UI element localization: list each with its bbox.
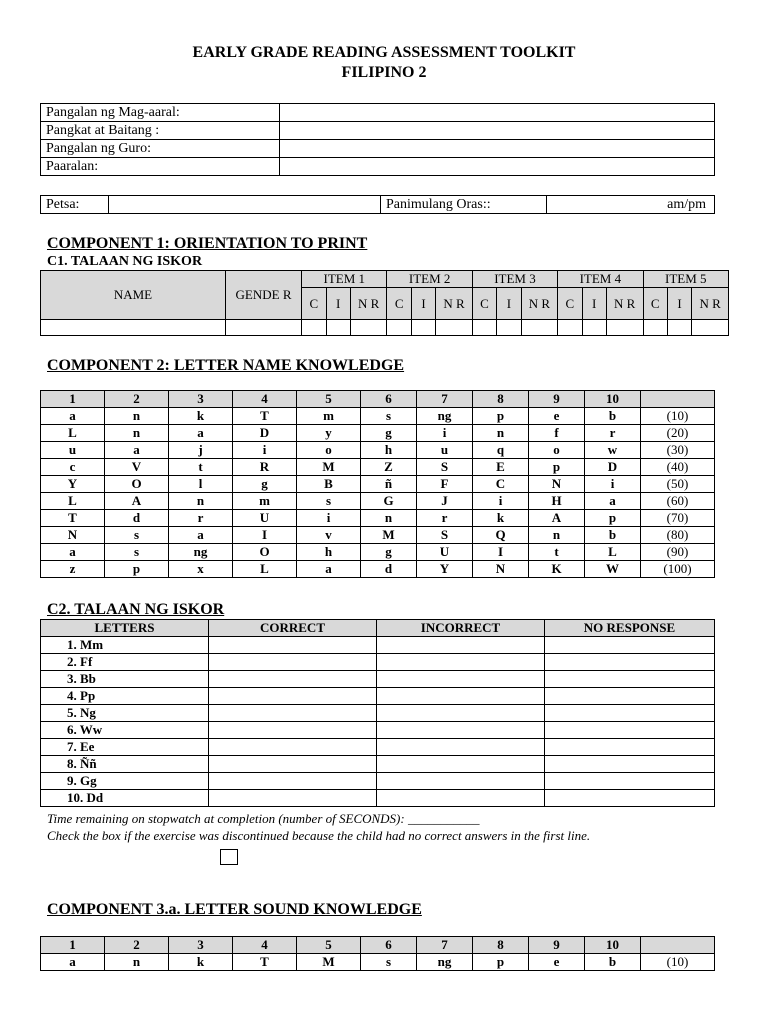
letter-cell[interactable]: A bbox=[105, 493, 169, 510]
letter-cell[interactable]: a bbox=[41, 954, 105, 971]
component1-title: COMPONENT 1: ORIENTATION TO PRINT bbox=[47, 235, 368, 252]
letter-cell[interactable]: t bbox=[529, 544, 585, 561]
letter-cell[interactable]: s bbox=[105, 527, 169, 544]
letter-pair-label: 1. Mm bbox=[41, 637, 209, 654]
student-info-field[interactable] bbox=[280, 122, 715, 140]
item-header: ITEM 5 bbox=[643, 271, 729, 288]
letter-cell[interactable]: T bbox=[41, 510, 105, 527]
grid-header-cell: 5 bbox=[297, 391, 361, 408]
score-cell[interactable] bbox=[387, 320, 411, 336]
gender-header: GENDE R bbox=[225, 271, 301, 320]
grid-header-cell: 3 bbox=[169, 391, 233, 408]
stopwatch-note: Time remaining on stopwatch at completion (number of SECONDS): ___________ bbox=[47, 811, 480, 826]
letter-cell[interactable]: a bbox=[169, 527, 233, 544]
item-subheader: C bbox=[302, 288, 326, 320]
letter-cell[interactable]: r bbox=[585, 425, 641, 442]
tally-cell[interactable] bbox=[545, 773, 715, 790]
letter-cell[interactable]: S bbox=[417, 459, 473, 476]
tally-cell[interactable] bbox=[377, 790, 545, 807]
grid-header-cell: 8 bbox=[473, 391, 529, 408]
c2-title: C2. TALAAN NG ISKOR bbox=[47, 601, 225, 618]
letter-cell[interactable]: s bbox=[297, 493, 361, 510]
component3a-title: COMPONENT 3.a. LETTER SOUND KNOWLEDGE bbox=[47, 901, 422, 918]
letter-cell[interactable]: Y bbox=[41, 476, 105, 493]
grid-header-cell: 4 bbox=[233, 391, 297, 408]
letter-cell[interactable]: B bbox=[297, 476, 361, 493]
letter-pair-label: 3. Bb bbox=[41, 671, 209, 688]
date-label: Petsa: bbox=[41, 196, 109, 214]
letter-cell[interactable]: d bbox=[105, 510, 169, 527]
letter-cell[interactable]: R bbox=[233, 459, 297, 476]
score-cell[interactable] bbox=[350, 320, 387, 336]
item-subheader: N R bbox=[436, 288, 473, 320]
c2-header-cell: CORRECT bbox=[209, 620, 377, 637]
grid-header-cell bbox=[641, 937, 715, 954]
letter-cell[interactable]: b bbox=[585, 408, 641, 425]
letter-name-grid bbox=[40, 390, 715, 578]
tally-cell[interactable] bbox=[209, 705, 377, 722]
score-cell[interactable] bbox=[436, 320, 473, 336]
c2-row bbox=[41, 773, 715, 790]
score-cell[interactable] bbox=[41, 320, 226, 336]
c2-header-cell: LETTERS bbox=[41, 620, 209, 637]
row-total: (70) bbox=[641, 510, 715, 527]
letter-cell[interactable]: O bbox=[233, 544, 297, 561]
tally-cell[interactable] bbox=[377, 688, 545, 705]
letter-cell[interactable]: y bbox=[297, 425, 361, 442]
letter-cell[interactable]: e bbox=[529, 954, 585, 971]
c2-header-cell: INCORRECT bbox=[377, 620, 545, 637]
grid-header-cell bbox=[641, 391, 715, 408]
letter-cell[interactable]: A bbox=[529, 510, 585, 527]
student-info-label: Pangalan ng Guro: bbox=[41, 140, 280, 158]
grid-row bbox=[41, 954, 715, 971]
letter-cell[interactable]: l bbox=[169, 476, 233, 493]
grid-row bbox=[41, 425, 715, 442]
letter-pair-label: 5. Ng bbox=[41, 705, 209, 722]
student-info-label: Pangkat at Baitang : bbox=[41, 122, 280, 140]
row-total: (30) bbox=[641, 442, 715, 459]
grid-header-row bbox=[41, 391, 715, 408]
grid-row bbox=[41, 561, 715, 578]
c2-row bbox=[41, 705, 715, 722]
letter-cell[interactable]: u bbox=[417, 442, 473, 459]
tally-cell[interactable] bbox=[377, 705, 545, 722]
letter-cell[interactable]: g bbox=[233, 476, 297, 493]
tally-cell[interactable] bbox=[209, 671, 377, 688]
letter-cell[interactable]: k bbox=[169, 408, 233, 425]
letter-cell[interactable]: n bbox=[473, 425, 529, 442]
letter-cell[interactable]: h bbox=[361, 442, 417, 459]
letter-cell[interactable]: w bbox=[585, 442, 641, 459]
grid-header-cell: 3 bbox=[169, 937, 233, 954]
letter-cell[interactable]: s bbox=[361, 408, 417, 425]
grid-row bbox=[41, 493, 715, 510]
grid-header-cell: 6 bbox=[361, 391, 417, 408]
letter-cell[interactable]: L bbox=[585, 544, 641, 561]
item-subheader: C bbox=[387, 288, 411, 320]
letter-cell[interactable]: L bbox=[41, 493, 105, 510]
grid-header-cell: 5 bbox=[297, 937, 361, 954]
row-total: (50) bbox=[641, 476, 715, 493]
discontinue-note: Check the box if the exercise was discontinued because the child had no correct answers in the first line. bbox=[47, 828, 591, 843]
tally-cell[interactable] bbox=[545, 688, 715, 705]
letter-cell[interactable]: n bbox=[361, 510, 417, 527]
item-header: ITEM 4 bbox=[558, 271, 643, 288]
tally-cell[interactable] bbox=[209, 756, 377, 773]
letter-cell[interactable]: Z bbox=[361, 459, 417, 476]
letter-cell[interactable]: z bbox=[41, 561, 105, 578]
letter-cell[interactable]: i bbox=[233, 442, 297, 459]
grid-header-cell: 4 bbox=[233, 937, 297, 954]
c2-row bbox=[41, 756, 715, 773]
grid-header-cell: 6 bbox=[361, 937, 417, 954]
row-total: (10) bbox=[641, 954, 715, 971]
score-cell[interactable] bbox=[667, 320, 691, 336]
tally-cell[interactable] bbox=[377, 654, 545, 671]
letter-cell[interactable]: p bbox=[105, 561, 169, 578]
item-header: ITEM 1 bbox=[302, 271, 387, 288]
tally-cell[interactable] bbox=[377, 773, 545, 790]
letter-sound-grid bbox=[40, 936, 715, 971]
grid-header-cell: 9 bbox=[529, 391, 585, 408]
document-title: EARLY GRADE READING ASSESSMENT TOOLKIT bbox=[192, 44, 576, 61]
letter-cell[interactable]: a bbox=[585, 493, 641, 510]
item-subheader: C bbox=[558, 288, 582, 320]
letter-cell[interactable]: I bbox=[473, 544, 529, 561]
item-subheader: I bbox=[582, 288, 606, 320]
letter-cell[interactable]: a bbox=[169, 425, 233, 442]
item-subheader: N R bbox=[692, 288, 729, 320]
letter-cell[interactable]: b bbox=[585, 954, 641, 971]
letter-cell[interactable]: g bbox=[361, 425, 417, 442]
letter-pair-label: 4. Pp bbox=[41, 688, 209, 705]
c2-row bbox=[41, 688, 715, 705]
tally-cell[interactable] bbox=[545, 739, 715, 756]
score-cell[interactable] bbox=[558, 320, 582, 336]
score-cell[interactable] bbox=[225, 320, 301, 336]
letter-cell[interactable]: s bbox=[105, 544, 169, 561]
letter-cell[interactable]: m bbox=[233, 493, 297, 510]
grid-header-cell: 9 bbox=[529, 937, 585, 954]
name-header: NAME bbox=[41, 271, 226, 320]
item-header: ITEM 2 bbox=[387, 271, 472, 288]
row-total: (10) bbox=[641, 408, 715, 425]
document-subtitle: FILIPINO 2 bbox=[341, 64, 427, 81]
tally-cell[interactable] bbox=[209, 637, 377, 654]
letter-cell[interactable]: a bbox=[41, 408, 105, 425]
letter-cell[interactable]: f bbox=[529, 425, 585, 442]
tally-cell[interactable] bbox=[545, 637, 715, 654]
letter-cell[interactable]: r bbox=[169, 510, 233, 527]
letter-cell[interactable]: ñ bbox=[361, 476, 417, 493]
tally-cell[interactable] bbox=[209, 790, 377, 807]
tally-cell[interactable] bbox=[377, 671, 545, 688]
letter-cell[interactable]: a bbox=[41, 544, 105, 561]
letter-cell[interactable]: C bbox=[473, 476, 529, 493]
item-subheader: C bbox=[472, 288, 496, 320]
letter-cell[interactable]: O bbox=[105, 476, 169, 493]
letter-cell[interactable]: x bbox=[169, 561, 233, 578]
letter-cell[interactable]: a bbox=[105, 442, 169, 459]
letter-cell[interactable]: i bbox=[585, 476, 641, 493]
item-subheader: C bbox=[643, 288, 667, 320]
letter-cell[interactable]: i bbox=[297, 510, 361, 527]
letter-pair-label: 6. Ww bbox=[41, 722, 209, 739]
letter-cell[interactable]: L bbox=[41, 425, 105, 442]
am-pm-label: am/pm bbox=[667, 196, 706, 212]
letter-cell[interactable]: n bbox=[105, 954, 169, 971]
grid-row bbox=[41, 442, 715, 459]
student-info-field[interactable] bbox=[280, 158, 715, 176]
student-info-table bbox=[40, 103, 715, 176]
item-subheader: I bbox=[326, 288, 350, 320]
letter-cell[interactable]: D bbox=[585, 459, 641, 476]
item-subheader: I bbox=[411, 288, 435, 320]
letter-cell[interactable]: U bbox=[417, 544, 473, 561]
score-cell[interactable] bbox=[521, 320, 558, 336]
letter-cell[interactable]: V bbox=[105, 459, 169, 476]
letter-cell[interactable]: v bbox=[297, 527, 361, 544]
letter-cell[interactable]: J bbox=[417, 493, 473, 510]
letter-cell[interactable]: I bbox=[233, 527, 297, 544]
grid-row bbox=[41, 510, 715, 527]
tally-cell[interactable] bbox=[377, 722, 545, 739]
letter-cell[interactable]: q bbox=[473, 442, 529, 459]
letter-cell[interactable]: N bbox=[41, 527, 105, 544]
tally-cell[interactable] bbox=[209, 722, 377, 739]
letter-pair-label: 10. Dd bbox=[41, 790, 209, 807]
letter-cell[interactable]: o bbox=[529, 442, 585, 459]
score-cell[interactable] bbox=[302, 320, 326, 336]
letter-cell[interactable]: M bbox=[361, 527, 417, 544]
letter-cell[interactable]: ng bbox=[417, 954, 473, 971]
student-info-label: Pangalan ng Mag-aaral: bbox=[41, 104, 280, 122]
c2-header-cell: NO RESPONSE bbox=[545, 620, 715, 637]
c2-row bbox=[41, 722, 715, 739]
tally-cell[interactable] bbox=[545, 705, 715, 722]
date-time-table bbox=[40, 195, 715, 214]
start-time-label: Panimulang Oras:: bbox=[381, 196, 547, 214]
letter-cell[interactable]: N bbox=[529, 476, 585, 493]
item-subheader: N R bbox=[521, 288, 558, 320]
component2-title: COMPONENT 2: LETTER NAME KNOWLEDGE bbox=[47, 357, 405, 374]
student-info-row bbox=[41, 140, 715, 158]
letter-cell[interactable]: N bbox=[473, 561, 529, 578]
grid-header-cell: 10 bbox=[585, 937, 641, 954]
letter-cell[interactable]: o bbox=[297, 442, 361, 459]
grid-header-row bbox=[41, 937, 715, 954]
grid-header-cell: 2 bbox=[105, 391, 169, 408]
letter-cell[interactable]: E bbox=[473, 459, 529, 476]
student-info-label: Paaralan: bbox=[41, 158, 280, 176]
score-cell[interactable] bbox=[411, 320, 435, 336]
item-subheader: N R bbox=[350, 288, 387, 320]
start-time-field[interactable] bbox=[547, 196, 715, 214]
letter-cell[interactable]: u bbox=[41, 442, 105, 459]
letter-cell[interactable]: m bbox=[297, 408, 361, 425]
letter-cell[interactable]: n bbox=[105, 425, 169, 442]
letter-cell[interactable]: i bbox=[417, 425, 473, 442]
letter-cell[interactable]: g bbox=[361, 544, 417, 561]
letter-cell[interactable]: p bbox=[473, 408, 529, 425]
letter-cell[interactable]: T bbox=[233, 954, 297, 971]
grid-header-cell: 10 bbox=[585, 391, 641, 408]
grid-header-cell: 1 bbox=[41, 937, 105, 954]
tally-cell[interactable] bbox=[209, 688, 377, 705]
letter-pair-label: 2. Ff bbox=[41, 654, 209, 671]
letter-cell[interactable]: a bbox=[297, 561, 361, 578]
grid-row bbox=[41, 459, 715, 476]
grid-header-cell: 7 bbox=[417, 937, 473, 954]
grid-header-cell: 1 bbox=[41, 391, 105, 408]
date-field[interactable] bbox=[109, 196, 381, 214]
tally-cell[interactable] bbox=[545, 654, 715, 671]
letter-cell[interactable]: c bbox=[41, 459, 105, 476]
score-cell[interactable] bbox=[692, 320, 729, 336]
student-info-field[interactable] bbox=[280, 140, 715, 158]
letter-cell[interactable]: p bbox=[529, 459, 585, 476]
letter-cell[interactable]: n bbox=[105, 408, 169, 425]
letter-cell[interactable]: L bbox=[233, 561, 297, 578]
letter-cell[interactable]: W bbox=[585, 561, 641, 578]
letter-cell[interactable]: t bbox=[169, 459, 233, 476]
student-info-row bbox=[41, 122, 715, 140]
letter-cell[interactable]: k bbox=[473, 510, 529, 527]
student-info-row bbox=[41, 104, 715, 122]
tally-cell[interactable] bbox=[545, 722, 715, 739]
c2-row bbox=[41, 671, 715, 688]
c2-row bbox=[41, 739, 715, 756]
tally-cell[interactable] bbox=[209, 773, 377, 790]
letter-cell[interactable]: F bbox=[417, 476, 473, 493]
grid-row bbox=[41, 527, 715, 544]
orientation-score-table bbox=[40, 270, 729, 336]
letter-pair-label: 7. Ee bbox=[41, 739, 209, 756]
letter-cell[interactable]: M bbox=[297, 459, 361, 476]
letter-pair-label: 9. Gg bbox=[41, 773, 209, 790]
letter-cell[interactable]: M bbox=[297, 954, 361, 971]
row-total: (100) bbox=[641, 561, 715, 578]
student-info-row bbox=[41, 158, 715, 176]
letter-cell[interactable]: U bbox=[233, 510, 297, 527]
grid-row bbox=[41, 544, 715, 561]
score-cell[interactable] bbox=[472, 320, 496, 336]
tally-cell[interactable] bbox=[377, 637, 545, 654]
letter-cell[interactable]: G bbox=[361, 493, 417, 510]
item-subheader: N R bbox=[606, 288, 643, 320]
grid-header-cell: 8 bbox=[473, 937, 529, 954]
component1-subtitle: C1. TALAAN NG ISKOR bbox=[47, 254, 203, 269]
letter-cell[interactable]: n bbox=[169, 493, 233, 510]
tally-cell[interactable] bbox=[545, 671, 715, 688]
score-cell[interactable] bbox=[606, 320, 643, 336]
letter-cell[interactable]: ng bbox=[417, 408, 473, 425]
letter-cell[interactable]: s bbox=[361, 954, 417, 971]
grid-row bbox=[41, 408, 715, 425]
letter-cell[interactable]: Q bbox=[473, 527, 529, 544]
c2-row bbox=[41, 637, 715, 654]
c2-row bbox=[41, 790, 715, 807]
row-total: (20) bbox=[641, 425, 715, 442]
item-subheader: I bbox=[667, 288, 691, 320]
row-total: (60) bbox=[641, 493, 715, 510]
discontinued-checkbox[interactable] bbox=[220, 849, 238, 865]
letter-cell[interactable]: K bbox=[529, 561, 585, 578]
c2-score-table bbox=[40, 619, 715, 807]
grid-header-cell: 2 bbox=[105, 937, 169, 954]
letter-cell[interactable]: H bbox=[529, 493, 585, 510]
letter-pair-label: 8. Ññ bbox=[41, 756, 209, 773]
item-header: ITEM 3 bbox=[472, 271, 557, 288]
letter-cell[interactable]: Y bbox=[417, 561, 473, 578]
letter-cell[interactable]: r bbox=[417, 510, 473, 527]
grid-header-cell: 7 bbox=[417, 391, 473, 408]
tally-cell[interactable] bbox=[545, 756, 715, 773]
c2-row bbox=[41, 654, 715, 671]
row-total: (90) bbox=[641, 544, 715, 561]
tally-cell[interactable] bbox=[545, 790, 715, 807]
item-subheader: I bbox=[497, 288, 521, 320]
letter-cell[interactable]: b bbox=[585, 527, 641, 544]
letter-cell[interactable]: e bbox=[529, 408, 585, 425]
tally-cell[interactable] bbox=[209, 654, 377, 671]
letter-cell[interactable]: D bbox=[233, 425, 297, 442]
student-info-field[interactable] bbox=[280, 104, 715, 122]
tally-cell[interactable] bbox=[209, 739, 377, 756]
tally-cell[interactable] bbox=[377, 756, 545, 773]
letter-cell[interactable]: i bbox=[473, 493, 529, 510]
tally-cell[interactable] bbox=[377, 739, 545, 756]
letter-cell[interactable]: p bbox=[585, 510, 641, 527]
letter-cell[interactable]: n bbox=[529, 527, 585, 544]
letter-cell[interactable]: ng bbox=[169, 544, 233, 561]
letter-cell[interactable]: k bbox=[169, 954, 233, 971]
letter-cell[interactable]: j bbox=[169, 442, 233, 459]
row-total: (80) bbox=[641, 527, 715, 544]
score-cell[interactable] bbox=[643, 320, 667, 336]
score-cell[interactable] bbox=[326, 320, 350, 336]
score-cell[interactable] bbox=[582, 320, 606, 336]
letter-cell[interactable]: S bbox=[417, 527, 473, 544]
letter-cell[interactable]: p bbox=[473, 954, 529, 971]
row-total: (40) bbox=[641, 459, 715, 476]
score-cell[interactable] bbox=[497, 320, 521, 336]
grid-row bbox=[41, 476, 715, 493]
letter-cell[interactable]: h bbox=[297, 544, 361, 561]
letter-cell[interactable]: T bbox=[233, 408, 297, 425]
letter-cell[interactable]: d bbox=[361, 561, 417, 578]
